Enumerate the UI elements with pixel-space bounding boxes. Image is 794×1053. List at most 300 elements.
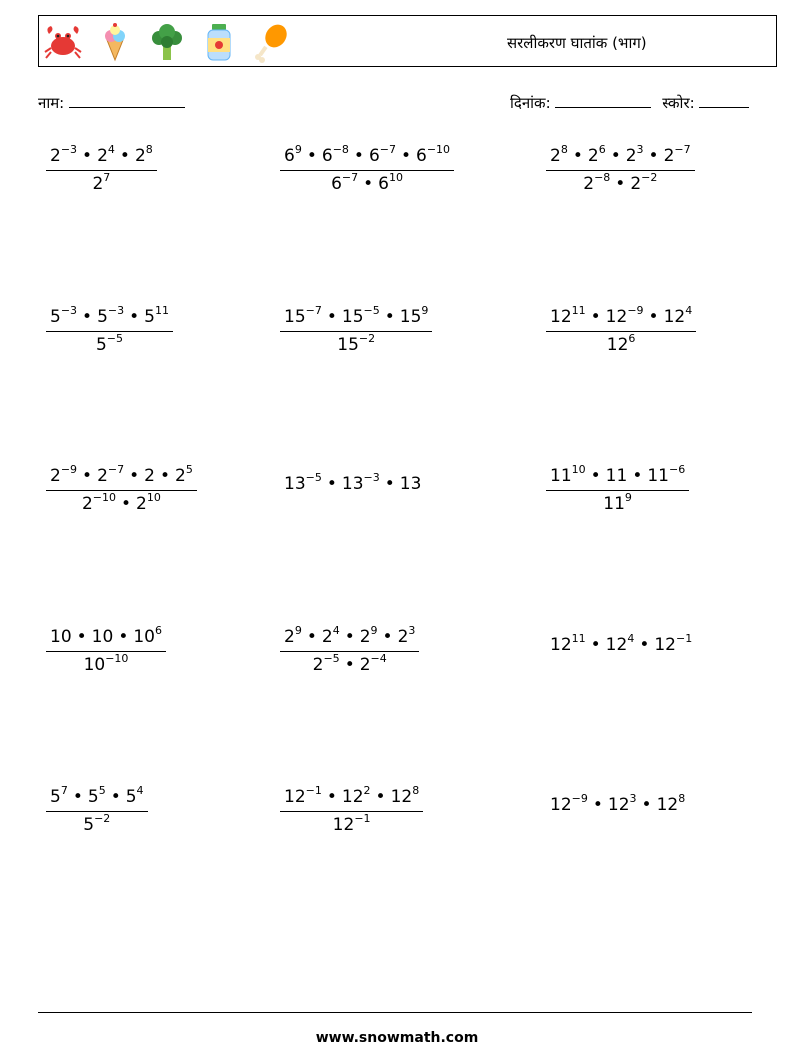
fraction	[280, 304, 432, 355]
power-term	[312, 652, 340, 675]
problem-4	[46, 304, 173, 355]
power-term	[550, 143, 568, 166]
power-term	[587, 143, 606, 166]
term-base: 12	[656, 795, 679, 815]
numerator	[546, 304, 696, 331]
term-exponent: 9	[294, 143, 302, 157]
multiply-dot: •	[639, 635, 650, 655]
fraction	[280, 784, 423, 835]
term-base: 11	[603, 494, 625, 514]
multiply-dot: •	[590, 307, 601, 327]
power-term	[341, 304, 380, 327]
numerator	[46, 463, 197, 490]
power-term	[656, 792, 686, 815]
fraction	[46, 784, 148, 835]
power-term	[125, 784, 144, 807]
term-exponent: 3	[408, 624, 416, 638]
multiply-dot: •	[326, 787, 337, 807]
term-base: 2	[134, 146, 146, 166]
power-term	[92, 171, 111, 194]
term-exponent: 2	[363, 784, 371, 798]
term-exponent: 8	[678, 792, 686, 806]
power-term	[605, 304, 644, 327]
term-exponent: −7	[379, 143, 396, 157]
term-exponent: −3	[363, 471, 380, 485]
term-exponent: −10	[426, 143, 451, 157]
multiply-dot: •	[82, 146, 93, 166]
term-exponent: −1	[354, 812, 371, 826]
term-base: 2	[81, 494, 93, 514]
term-base: 5	[50, 307, 61, 327]
power-term	[663, 143, 691, 166]
multiply-dot: •	[615, 174, 626, 194]
problem-12	[546, 632, 693, 655]
term-exponent: 10	[571, 463, 586, 477]
multiply-dot: •	[590, 466, 601, 486]
power-term	[50, 784, 68, 807]
denominator	[546, 331, 696, 355]
term-base: 12	[607, 795, 630, 815]
problem-8	[280, 471, 422, 494]
term-exponent: 9	[294, 624, 302, 638]
date-blank[interactable]	[555, 93, 651, 108]
term-exponent: 11	[571, 632, 586, 646]
power-term	[550, 463, 586, 486]
multiply-dot: •	[353, 146, 364, 166]
term-exponent: 6	[598, 143, 606, 157]
term-base: 11	[605, 466, 628, 486]
term-exponent: −5	[305, 471, 322, 485]
power-term	[284, 624, 302, 647]
term-base: 15	[399, 307, 422, 327]
numerator	[546, 143, 695, 170]
inline-expression	[546, 632, 693, 655]
multiply-dot: •	[118, 627, 129, 647]
term-base: 5	[97, 307, 108, 327]
term-exponent: −6	[668, 463, 686, 477]
numerator	[280, 784, 423, 811]
term-exponent: −3	[60, 304, 78, 318]
term-base: 2	[92, 174, 104, 194]
power-term	[399, 304, 429, 327]
term-exponent: 10	[146, 491, 161, 505]
power-term	[397, 624, 416, 647]
multiply-dot: •	[121, 494, 132, 514]
term-base: 11	[647, 466, 669, 486]
term-exponent: 8	[145, 143, 153, 157]
power-term	[625, 143, 644, 166]
term-exponent: −8	[594, 171, 611, 185]
score-label: स्कोर:	[662, 94, 695, 112]
term-base: 12	[663, 307, 686, 327]
fraction	[546, 463, 689, 514]
term-base: 12	[550, 307, 572, 327]
multiply-dot: •	[344, 627, 355, 647]
term-base: 2	[583, 174, 595, 194]
numerator	[280, 143, 454, 170]
worksheet-title: सरलीकरण घातांक (भाग)	[507, 34, 647, 52]
term-base: 2	[97, 146, 108, 166]
term-base: 2	[97, 466, 108, 486]
power-term	[50, 463, 78, 486]
problem-1	[46, 143, 157, 194]
power-term	[341, 784, 371, 807]
term-base: 5	[125, 787, 137, 807]
term-base: 13	[284, 474, 306, 494]
power-term	[332, 812, 371, 835]
problem-3	[546, 143, 695, 194]
term-base: 2	[136, 494, 147, 514]
denominator	[546, 170, 695, 194]
multiply-dot: •	[129, 466, 140, 486]
problem-5	[280, 304, 432, 355]
term-exponent: −7	[341, 171, 359, 185]
inline-expression	[280, 471, 422, 494]
fraction	[46, 304, 173, 355]
date-score-field	[510, 93, 749, 113]
power-term	[95, 332, 124, 355]
term-exponent: 5	[98, 784, 106, 798]
multiply-dot: •	[382, 627, 393, 647]
power-term	[321, 624, 340, 647]
multiply-dot: •	[375, 787, 386, 807]
term-base: 12	[390, 787, 413, 807]
numerator	[46, 624, 166, 651]
power-term	[368, 143, 396, 166]
power-term	[583, 171, 611, 194]
power-term	[378, 171, 403, 194]
term-exponent: 11	[154, 304, 169, 318]
term-base: 2	[625, 146, 637, 166]
denominator	[280, 651, 419, 675]
multiply-dot: •	[384, 307, 395, 327]
power-term	[321, 143, 349, 166]
name-label: नाम:	[38, 94, 65, 112]
multiply-dot: •	[326, 474, 337, 494]
term-exponent: −3	[60, 143, 78, 157]
term-exponent: 4	[136, 784, 144, 798]
term-exponent: −9	[571, 792, 588, 806]
term-exponent: 4	[332, 624, 340, 638]
power-term	[390, 784, 420, 807]
multiply-dot: •	[610, 146, 621, 166]
term-base: 12	[550, 795, 572, 815]
term-base: 2	[175, 466, 186, 486]
denominator	[46, 811, 148, 835]
power-term	[416, 143, 451, 166]
term-exponent: −7	[674, 143, 691, 157]
term-exponent: 8	[560, 143, 568, 157]
term-exponent: −2	[358, 332, 376, 346]
term-base: 5	[87, 787, 99, 807]
term-base: 12	[284, 787, 306, 807]
denominator	[46, 490, 197, 514]
term-exponent: −8	[332, 143, 349, 157]
power-term	[97, 463, 125, 486]
term-base: 2	[359, 655, 371, 675]
term-base: 12	[605, 307, 628, 327]
numerator	[46, 784, 148, 811]
denominator	[280, 811, 423, 835]
name-blank[interactable]	[69, 93, 185, 108]
multiply-dot: •	[76, 627, 87, 647]
term-base: 2	[397, 627, 409, 647]
problem-13	[46, 784, 148, 835]
chicken-leg-icon	[251, 20, 291, 64]
term-base: 2	[587, 146, 599, 166]
term-base: 12	[341, 787, 364, 807]
power-term	[607, 792, 637, 815]
power-term	[87, 784, 106, 807]
footer-divider	[38, 1012, 752, 1013]
denominator	[46, 331, 173, 355]
term-exponent: −10	[105, 652, 129, 666]
term-base: 13	[341, 474, 364, 494]
term-exponent: 10	[388, 171, 403, 185]
date-label: दिनांक:	[510, 94, 551, 112]
term-exponent: 9	[421, 304, 429, 318]
term-base: 10	[91, 627, 114, 647]
problem-9	[546, 463, 689, 514]
denominator	[46, 651, 166, 675]
term-base: 6	[416, 146, 427, 166]
power-term	[97, 143, 115, 166]
power-term	[606, 466, 628, 486]
power-term	[50, 143, 78, 166]
term-base: 2	[312, 655, 324, 675]
term-base: 2	[359, 627, 371, 647]
fraction	[280, 624, 419, 675]
term-base: 2	[144, 466, 155, 486]
term-base: 6	[331, 174, 342, 194]
power-term	[654, 632, 693, 655]
term-exponent: −4	[370, 652, 387, 666]
term-exponent: −10	[92, 491, 117, 505]
term-base: 10	[50, 627, 72, 647]
term-exponent: −9	[627, 304, 644, 318]
multiply-dot: •	[641, 795, 652, 815]
term-base: 5	[83, 815, 95, 835]
power-term	[284, 143, 302, 166]
multiply-dot: •	[326, 307, 337, 327]
term-exponent: 5	[185, 463, 193, 477]
multiply-dot: •	[400, 146, 412, 166]
multiply-dot: •	[306, 146, 317, 166]
term-base: 2	[50, 466, 61, 486]
multiply-dot: •	[592, 795, 603, 815]
term-exponent: 3	[629, 792, 637, 806]
term-exponent: 4	[685, 304, 693, 318]
term-base: 10	[133, 627, 155, 647]
term-exponent: 7	[103, 171, 111, 185]
problem-2	[280, 143, 454, 194]
term-exponent: −5	[106, 332, 124, 346]
multiply-dot: •	[632, 466, 643, 486]
power-term	[81, 491, 117, 514]
term-exponent: 9	[624, 491, 632, 505]
power-term	[284, 471, 322, 494]
term-base: 2	[630, 174, 642, 194]
term-base: 12	[606, 335, 629, 355]
problem-11	[280, 624, 419, 675]
power-term	[550, 792, 588, 815]
power-term	[647, 463, 686, 486]
multiply-dot: •	[82, 466, 93, 486]
multiply-dot: •	[384, 474, 395, 494]
power-term	[359, 624, 378, 647]
numerator	[280, 624, 419, 651]
fraction	[546, 304, 696, 355]
power-term	[50, 304, 78, 327]
term-base: 15	[341, 307, 364, 327]
numerator	[280, 304, 432, 331]
header-icons	[43, 20, 291, 64]
term-base: 6	[368, 146, 380, 166]
power-term	[133, 624, 162, 647]
worksheet-header	[38, 15, 777, 67]
name-field	[38, 93, 185, 113]
power-term	[284, 304, 322, 327]
power-term	[83, 652, 129, 675]
term-exponent: −1	[305, 784, 322, 798]
power-term	[606, 332, 636, 355]
term-base: 2	[663, 146, 675, 166]
power-term	[603, 491, 632, 514]
term-exponent: 9	[370, 624, 378, 638]
multiply-dot: •	[648, 307, 659, 327]
term-base: 2	[284, 627, 295, 647]
fraction	[546, 143, 695, 194]
term-base: 2	[321, 627, 333, 647]
term-base: 5	[144, 307, 155, 327]
power-term	[144, 466, 155, 486]
footer-url: www.snowmath.com	[315, 1030, 479, 1046]
power-term	[144, 304, 169, 327]
term-exponent: −1	[675, 632, 693, 646]
term-exponent: −9	[60, 463, 78, 477]
power-term	[136, 491, 161, 514]
crab-icon	[43, 20, 83, 64]
term-exponent: −5	[363, 304, 380, 318]
power-term	[175, 463, 193, 486]
multiply-dot: •	[119, 146, 130, 166]
term-exponent: 8	[412, 784, 420, 798]
term-exponent: 4	[107, 143, 115, 157]
term-base: 5	[95, 335, 107, 355]
fraction	[46, 624, 166, 675]
power-term	[134, 143, 153, 166]
fraction	[46, 143, 157, 194]
term-base: 5	[50, 787, 61, 807]
term-base: 12	[654, 635, 676, 655]
term-base: 12	[605, 635, 628, 655]
multiply-dot: •	[572, 146, 583, 166]
numerator	[546, 463, 689, 490]
multiply-dot: •	[590, 635, 601, 655]
problem-7	[46, 463, 197, 514]
term-base: 6	[321, 146, 333, 166]
power-term	[663, 304, 693, 327]
multiply-dot: •	[306, 627, 317, 647]
denominator	[46, 170, 157, 194]
jam-jar-icon	[199, 20, 239, 64]
term-exponent: −7	[305, 304, 322, 318]
term-exponent: 4	[627, 632, 635, 646]
multiply-dot: •	[344, 655, 355, 675]
broccoli-icon	[147, 20, 187, 64]
term-exponent: −5	[323, 652, 340, 666]
power-term	[92, 627, 114, 647]
term-exponent: −2	[94, 812, 111, 826]
term-exponent: 3	[636, 143, 644, 157]
multiply-dot: •	[82, 307, 93, 327]
inline-expression	[546, 792, 686, 815]
power-term	[50, 627, 72, 647]
term-base: 10	[83, 655, 106, 675]
term-base: 2	[50, 146, 61, 166]
term-exponent: 7	[60, 784, 68, 798]
power-term	[83, 812, 111, 835]
term-base: 12	[332, 815, 355, 835]
denominator	[280, 170, 454, 194]
power-term	[630, 171, 658, 194]
power-term	[550, 632, 586, 655]
fraction	[280, 143, 454, 194]
multiply-dot: •	[129, 307, 140, 327]
multiply-dot: •	[363, 174, 374, 194]
power-term	[331, 171, 359, 194]
power-term	[605, 632, 635, 655]
multiply-dot: •	[72, 787, 83, 807]
fraction	[46, 463, 197, 514]
score-blank[interactable]	[699, 93, 749, 108]
problem-6	[546, 304, 696, 355]
numerator	[46, 304, 173, 331]
power-term	[284, 784, 322, 807]
term-exponent: −3	[107, 304, 125, 318]
problem-15	[546, 792, 686, 815]
term-exponent: 6	[628, 332, 636, 346]
term-base: 6	[284, 146, 295, 166]
term-base: 11	[550, 466, 572, 486]
term-base: 13	[399, 474, 422, 494]
power-term	[550, 304, 586, 327]
power-term	[359, 652, 387, 675]
term-exponent: 11	[571, 304, 586, 318]
power-term	[337, 332, 376, 355]
power-term	[400, 474, 422, 494]
term-exponent: −2	[641, 171, 658, 185]
multiply-dot: •	[648, 146, 659, 166]
ice-cream-icon	[95, 20, 135, 64]
problem-14	[280, 784, 423, 835]
denominator	[546, 490, 689, 514]
denominator	[280, 331, 432, 355]
term-base: 6	[378, 174, 389, 194]
term-base: 15	[337, 335, 359, 355]
term-exponent: 6	[154, 624, 162, 638]
term-base: 2	[550, 146, 561, 166]
numerator	[46, 143, 157, 170]
multiply-dot: •	[159, 466, 171, 486]
power-term	[341, 471, 380, 494]
power-term	[97, 304, 125, 327]
problem-10	[46, 624, 166, 675]
term-base: 15	[284, 307, 306, 327]
term-base: 12	[550, 635, 572, 655]
multiply-dot: •	[110, 787, 121, 807]
term-exponent: −7	[107, 463, 125, 477]
